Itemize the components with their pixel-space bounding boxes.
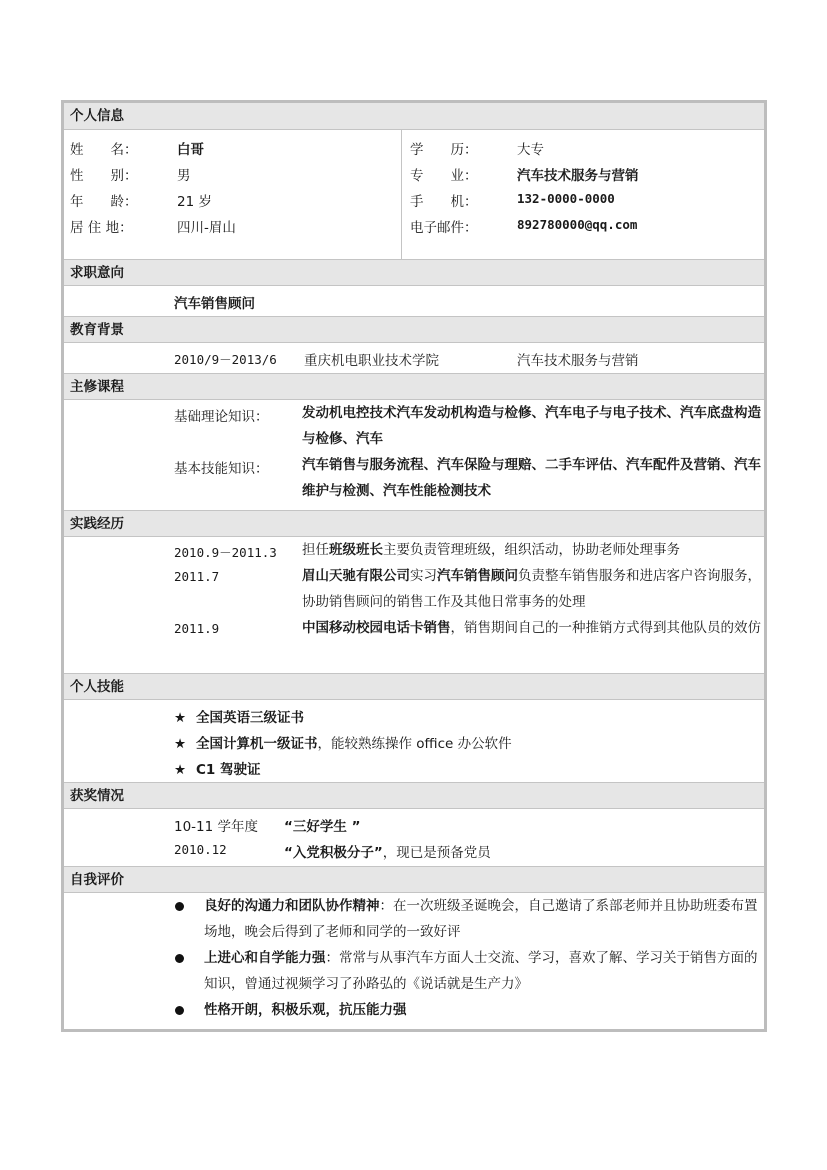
self-eval-item: 上进心和自学能力强：常常与从事汽车方面人士交流、学习，喜欢了解、学习关于销售方面的知识，曾通过视频学习了孙路弘的《说话就是生产力》 bbox=[204, 950, 758, 992]
star-icon: ★ bbox=[174, 762, 187, 778]
self-eval-item: 性格开朗，积极乐观，抗压能力强 bbox=[204, 1002, 407, 1018]
column-divider bbox=[401, 130, 402, 259]
course-text-skill: 汽车销售与服务流程、汽车保险与理赔、二手车评估、汽车配件及营销、汽车维护与检测、汽车性能检测技术 bbox=[302, 457, 761, 499]
practice-date: 2011.7 bbox=[174, 569, 220, 584]
objective-value: 汽车销售顾问 bbox=[174, 296, 255, 312]
email-label: 电子邮件： bbox=[410, 220, 478, 236]
age-label: 年 龄： bbox=[70, 194, 138, 210]
course-label-theory: 基础理论知识： bbox=[174, 409, 269, 425]
skill-item: ★ C1 驾驶证 bbox=[174, 762, 261, 778]
star-icon: ★ bbox=[174, 710, 187, 726]
awards-body bbox=[64, 809, 764, 866]
bullet-icon bbox=[175, 954, 184, 963]
bullet-icon bbox=[175, 1006, 184, 1015]
award-desc: “入党积极分子”，现已是预备党员 bbox=[284, 845, 491, 861]
practice-date: 2011.9 bbox=[174, 621, 220, 636]
objective-body bbox=[64, 286, 764, 316]
section-heading-education: 教育背景 bbox=[64, 316, 764, 343]
practice-desc: 中国移动校园电话卡销售，销售期间自己的一种推销方式得到其他队员的效仿 bbox=[302, 620, 761, 636]
skill-item: ★ 全国英语三级证书 bbox=[174, 710, 304, 726]
self-eval-body bbox=[64, 893, 764, 1029]
name-label: 姓 名： bbox=[70, 142, 138, 158]
section-heading-awards: 获奖情况 bbox=[64, 782, 764, 809]
education-school: 重庆机电职业技术学院 bbox=[304, 353, 439, 369]
email-value: 892780000@qq.com bbox=[517, 217, 638, 232]
course-label-skill: 基本技能知识： bbox=[174, 461, 269, 477]
education-period: 2010/9－2013/6 bbox=[174, 352, 277, 367]
age-value: 21 岁 bbox=[177, 194, 212, 210]
practice-desc: 眉山天驰有限公司实习汽车销售顾问负责整车销售服务和进店客户咨询服务，协助销售顾问的销售工作及其他日常事务的处理 bbox=[302, 568, 761, 610]
award-desc: “三好学生 ” bbox=[284, 819, 361, 835]
major-value: 汽车技术服务与营销 bbox=[517, 168, 639, 184]
residence-value: 四川-眉山 bbox=[177, 220, 236, 236]
name-value: 白哥 bbox=[177, 142, 204, 158]
personal-info-body bbox=[64, 130, 764, 259]
residence-label: 居 住 地： bbox=[70, 220, 133, 236]
practice-desc: 担任班级班长主要负责管理班级，组织活动，协助老师处理事务 bbox=[302, 542, 680, 558]
degree-label: 学 历： bbox=[410, 142, 478, 158]
degree-value: 大专 bbox=[517, 142, 544, 158]
star-icon: ★ bbox=[174, 736, 187, 752]
gender-label: 性 别： bbox=[70, 168, 138, 184]
resume-table bbox=[61, 100, 767, 1032]
section-heading-objective: 求职意向 bbox=[64, 259, 764, 286]
section-heading-practice: 实践经历 bbox=[64, 510, 764, 537]
practice-body bbox=[64, 537, 764, 673]
skills-body bbox=[64, 700, 764, 782]
section-heading-personal: 个人信息 bbox=[64, 103, 764, 130]
award-date: 10-11 学年度 bbox=[174, 819, 259, 835]
skill-item: ★ 全国计算机一级证书，能较熟练操作 office 办公软件 bbox=[174, 736, 512, 752]
bullet-icon bbox=[175, 902, 184, 911]
major-label: 专 业： bbox=[410, 168, 478, 184]
gender-value: 男 bbox=[177, 168, 191, 184]
section-heading-self: 自我评价 bbox=[64, 866, 764, 893]
award-date: 2010.12 bbox=[174, 842, 227, 857]
education-body bbox=[64, 343, 764, 373]
phone-label: 手 机： bbox=[410, 194, 478, 210]
section-heading-skills: 个人技能 bbox=[64, 673, 764, 700]
course-text-theory: 发动机电控技术汽车发动机构造与检修、汽车电子与电子技术、汽车底盘构造与检修、汽车 bbox=[302, 405, 761, 447]
phone-value: 132-0000-0000 bbox=[517, 191, 615, 206]
self-eval-item: 良好的沟通力和团队协作精神：在一次班级圣诞晚会，自己邀请了系部老师并且协助班委布置场地，晚会后得到了老师和同学的一致好评 bbox=[204, 898, 758, 940]
practice-date: 2010.9－2011.3 bbox=[174, 545, 277, 560]
education-major: 汽车技术服务与营销 bbox=[517, 353, 639, 369]
courses-body bbox=[64, 400, 764, 510]
section-heading-courses: 主修课程 bbox=[64, 373, 764, 400]
